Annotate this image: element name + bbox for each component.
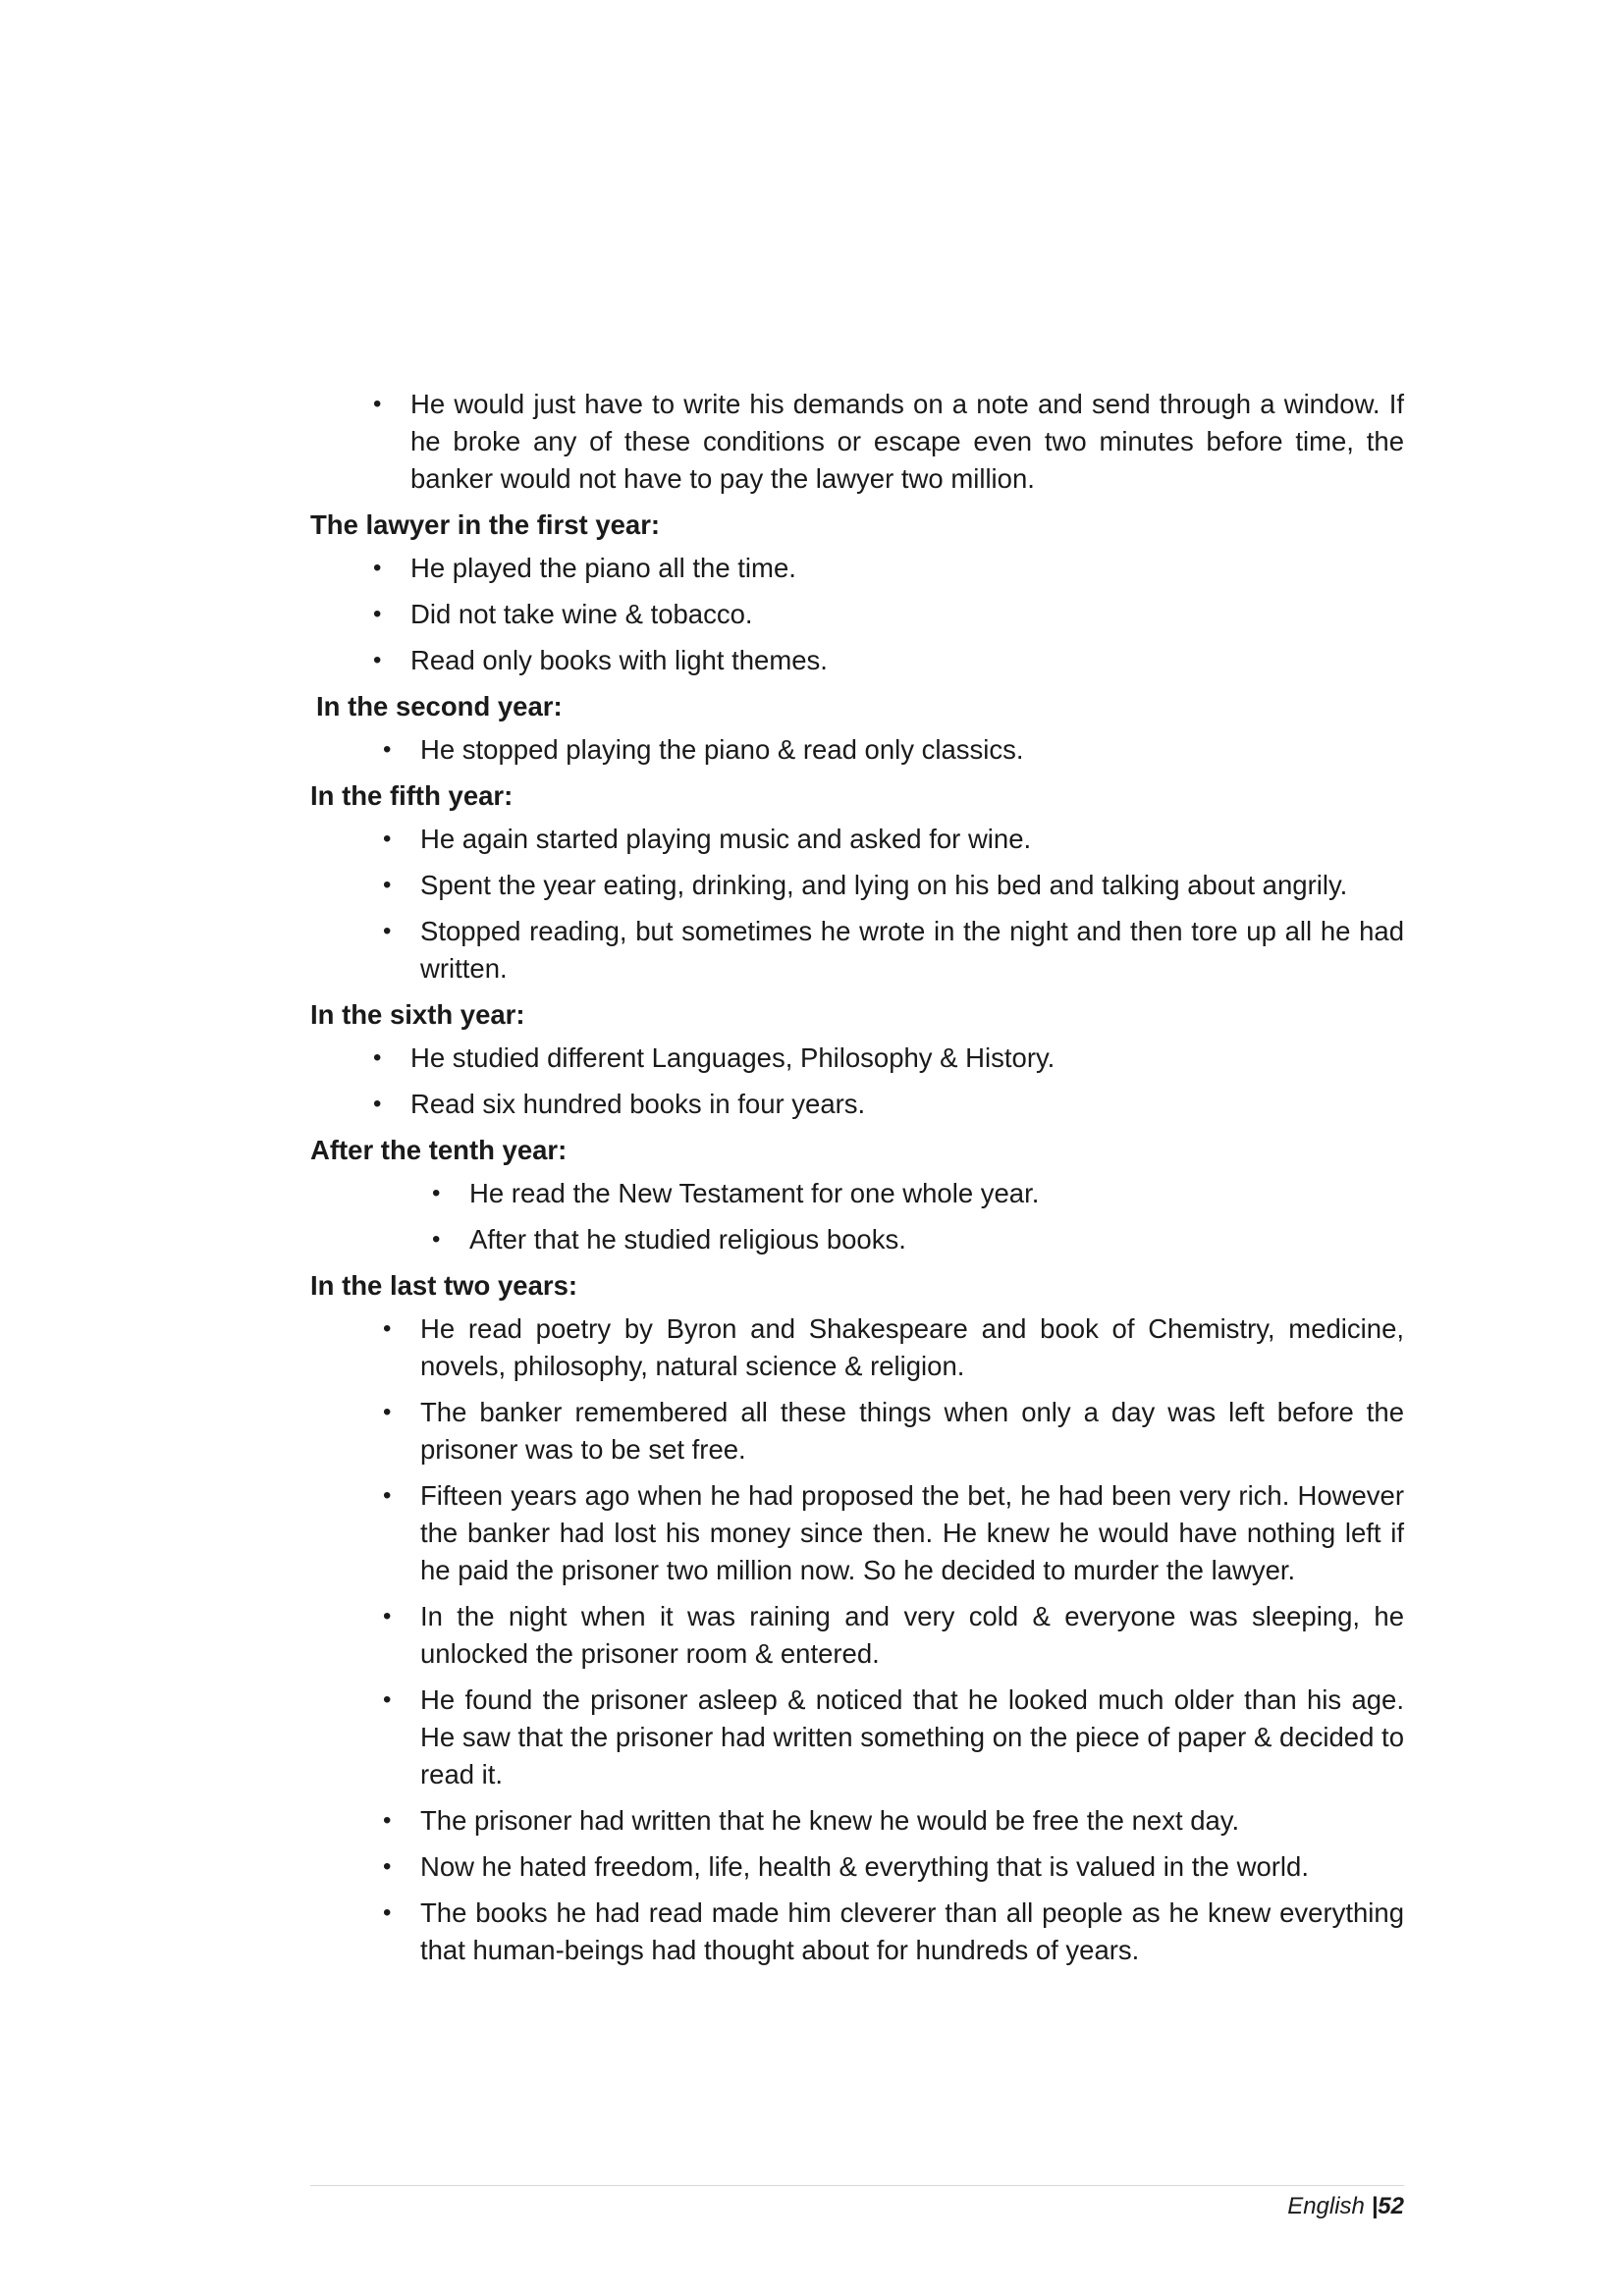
section-heading: The lawyer in the first year: (310, 509, 661, 540)
bullet-icon: • (383, 1686, 392, 1713)
intro-list (373, 386, 1404, 498)
bullet-icon: • (383, 1899, 392, 1926)
bullet-icon: • (432, 1180, 441, 1206)
section-list (432, 1175, 1404, 1258)
section-list (373, 1040, 1404, 1123)
page-footer (1287, 2193, 1404, 2220)
footer-divider (310, 2185, 1404, 2186)
page-content (310, 386, 1404, 1978)
bullet-icon: • (383, 1853, 392, 1880)
bullet-icon: • (373, 601, 382, 627)
bullet-icon: • (373, 391, 382, 417)
section-heading: In the second year: (316, 691, 563, 721)
list-item: • Fifteen years ago when he had proposed the bet, he had been very rich. However the banker had lost his money since then. He knew he would have nothing left if he paid the prisoner two million now. So he decided to murder the lawyer. (420, 1477, 1404, 1589)
list-item: • The banker remembered all these things when only a day was left before the prisoner was to be set free. (420, 1394, 1404, 1468)
bullet-icon: • (383, 918, 392, 944)
footer-separator: | (1371, 2193, 1379, 2219)
bullet-icon: • (383, 1807, 392, 1834)
list-item: • Stopped reading, but sometimes he wrote in the night and then tore up all he had written. (420, 913, 1404, 988)
list-item: • In the night when it was raining and very cold & everyone was sleeping, he unlocked the prisoner room & entered. (420, 1598, 1404, 1673)
footer-subject: English (1287, 2193, 1365, 2219)
list-item: • He stopped playing the piano & read only classics. (420, 731, 1404, 769)
list-item: • After that he studied religious books. (469, 1221, 1404, 1258)
list-item: • Read only books with light themes. (410, 642, 1404, 679)
list-item: • Read six hundred books in four years. (410, 1086, 1404, 1123)
bullet-icon: • (383, 1603, 392, 1629)
list-item: • He played the piano all the time. (410, 550, 1404, 587)
bullet-icon: • (383, 736, 392, 763)
list-item: • The books he had read made him cleverer than all people as he knew everything that human-beings had thought about for hundreds of years. (420, 1895, 1404, 1969)
bullet-icon: • (383, 826, 392, 852)
bullet-icon: • (383, 872, 392, 898)
list-item: • He studied different Languages, Philosophy & History. (410, 1040, 1404, 1077)
bullet-icon: • (373, 1044, 382, 1071)
section-list (383, 731, 1404, 769)
list-item: • Did not take wine & tobacco. (410, 596, 1404, 633)
list-item: • He read poetry by Byron and Shakespeare and book of Chemistry, medicine, novels, philosophy, natural science & religion. (420, 1310, 1404, 1385)
list-item: • Spent the year eating, drinking, and lying on his bed and talking about angrily. (420, 867, 1404, 904)
bullet-icon: • (383, 1315, 392, 1342)
list-item: • He read the New Testament for one whole year. (469, 1175, 1404, 1212)
section-heading: In the last two years: (310, 1270, 578, 1301)
section-heading: In the sixth year: (310, 999, 525, 1030)
list-item: • He found the prisoner asleep & noticed that he looked much older than his age. He saw that the prisoner had written something on the piece of paper & decided to read it. (420, 1682, 1404, 1793)
section-heading: In the fifth year: (310, 780, 514, 811)
section-list (373, 550, 1404, 679)
section-list (383, 821, 1404, 988)
section-list (383, 1310, 1404, 1969)
list-item: • The prisoner had written that he knew he would be free the next day. (420, 1802, 1404, 1840)
bullet-icon: • (383, 1399, 392, 1425)
section-heading: After the tenth year: (310, 1135, 568, 1165)
bullet-icon: • (432, 1226, 441, 1253)
list-item: • He would just have to write his demands on a note and send through a window. If he broke any of these conditions or escape even two minutes before time, the banker would not have to pay the lawyer two million. (410, 386, 1404, 498)
bullet-icon: • (373, 647, 382, 673)
page-number: 52 (1378, 2193, 1404, 2219)
bullet-icon: • (383, 1482, 392, 1509)
bullet-icon: • (373, 555, 382, 581)
list-item: • He again started playing music and asked for wine. (420, 821, 1404, 858)
bullet-icon: • (373, 1091, 382, 1117)
list-item: • Now he hated freedom, life, health & everything that is valued in the world. (420, 1848, 1404, 1886)
